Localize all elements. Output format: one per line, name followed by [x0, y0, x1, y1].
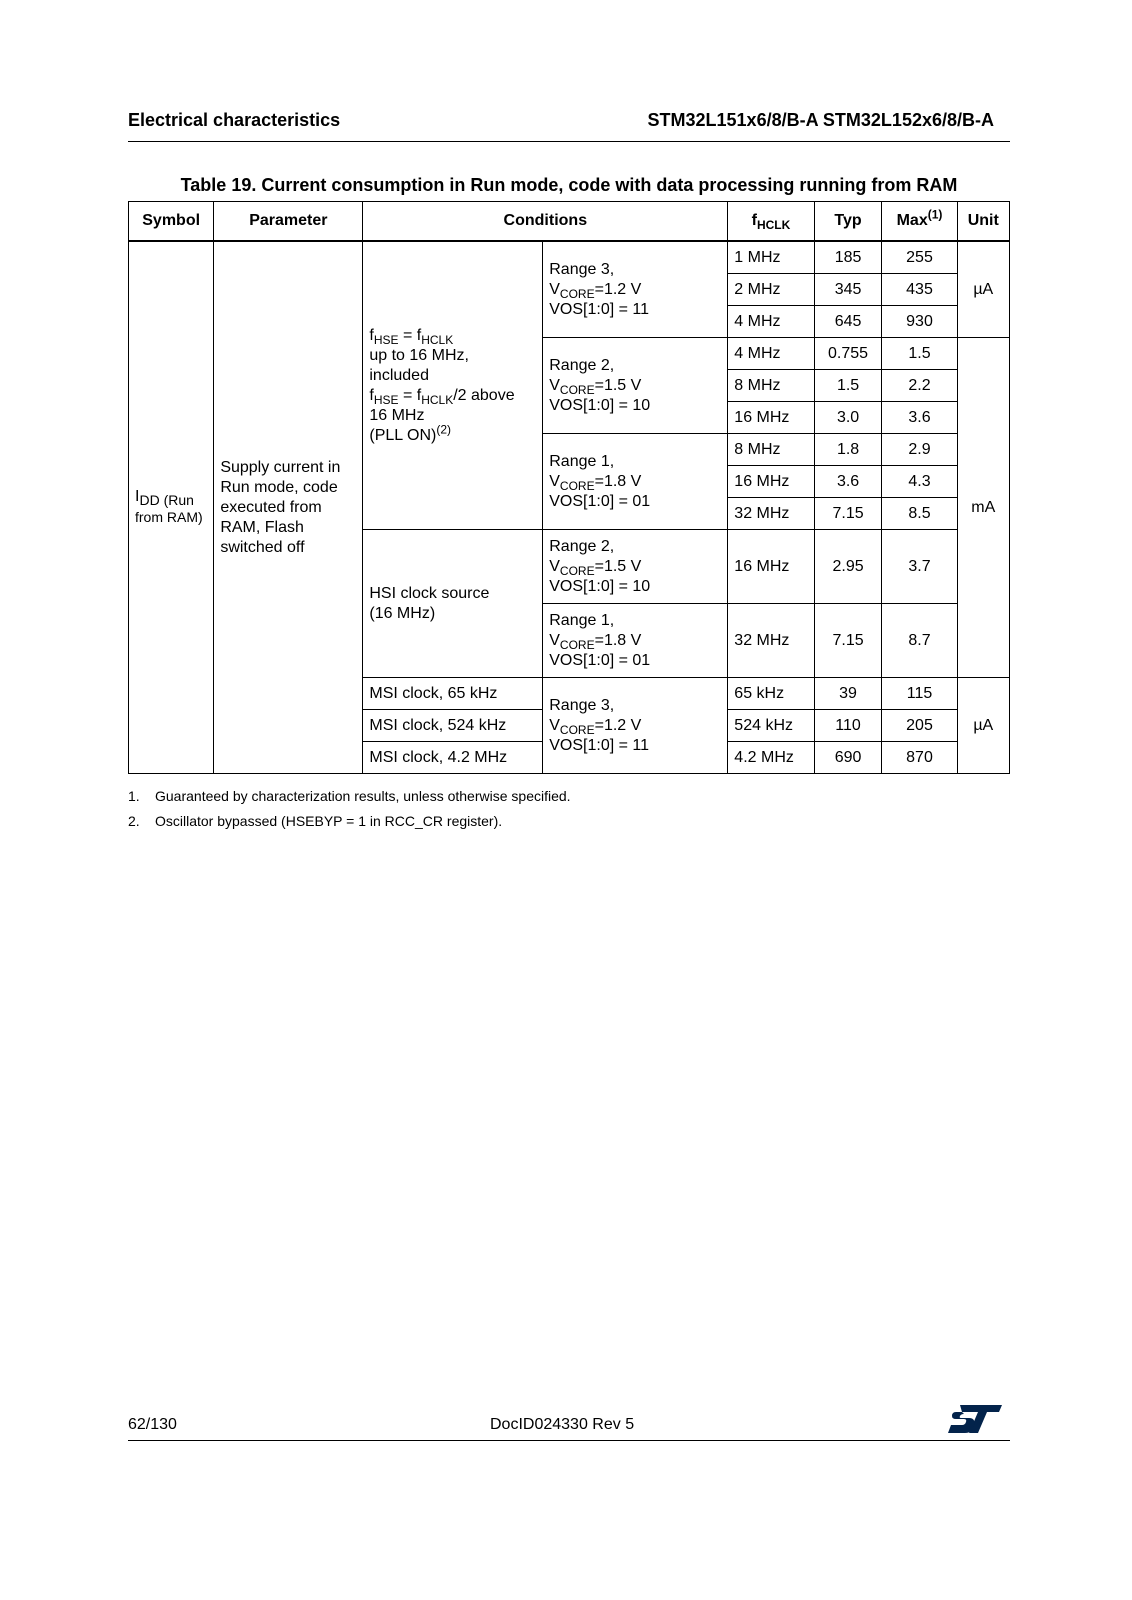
typ-value: 39	[814, 678, 882, 710]
col-unit: Unit	[957, 202, 1009, 242]
msi-524khz-cell: MSI clock, 524 kHz	[363, 710, 543, 742]
range2-cell: Range 2, $V_{CORE}=1.5$ V VOS[1:0] = 10	[543, 338, 728, 434]
table-row: 16 MHz	[728, 466, 814, 498]
range2-hsi-cell: Range 2, $V_{CORE}=1.5$ V VOS[1:0] = 10	[543, 530, 728, 604]
max-value: 930	[882, 306, 957, 338]
footnote-1: 1. Guaranteed by characterization results, unless otherwise specified.	[128, 788, 571, 804]
typ-value: 0.755	[814, 338, 882, 370]
max-value: 255	[882, 241, 957, 274]
unit-ua: µA	[957, 241, 1009, 338]
typ-value: 2.95	[814, 530, 882, 604]
hsi-condition-cell: HSI clock source (16 MHz)	[363, 530, 543, 678]
max-value: 8.5	[882, 498, 957, 530]
max-value: 3.6	[882, 402, 957, 434]
max-value: 205	[882, 710, 957, 742]
parameter-cell: Supply current in Run mode, code executed from RAM, Flash switched off	[214, 241, 363, 774]
footer-rule	[128, 1440, 1010, 1441]
table-row: 4 MHz	[728, 338, 814, 370]
current-consumption-table	[128, 201, 1010, 774]
typ-value: 3.6	[814, 466, 882, 498]
typ-value: 1.5	[814, 370, 882, 402]
max-value: 4.3	[882, 466, 957, 498]
typ-value: 110	[814, 710, 882, 742]
unit-ua: µA	[957, 678, 1009, 774]
msi-4-2mhz-cell: MSI clock, 4.2 MHz	[363, 742, 543, 774]
max-value: 3.7	[882, 530, 957, 604]
typ-value: 3.0	[814, 402, 882, 434]
symbol-cell: $I_{DD (Run}$ from RAM)	[129, 241, 214, 774]
max-value: 115	[882, 678, 957, 710]
header-rule	[128, 141, 1010, 142]
table-row: 32 MHz	[728, 604, 814, 678]
table-row: 2 MHz	[728, 274, 814, 306]
table-caption: Table 19. Current consumption in Run mode, code with data processing running from RAM	[180, 175, 958, 195]
msi-65khz-cell: MSI clock, 65 kHz	[363, 678, 543, 710]
typ-value: 645	[814, 306, 882, 338]
table-row: 1 MHz	[728, 241, 814, 274]
table-row: 4 MHz	[728, 306, 814, 338]
unit-ma: mA	[957, 338, 1009, 678]
max-value: 2.2	[882, 370, 957, 402]
table-row: 32 MHz	[728, 498, 814, 530]
table-row: 4.2 MHz	[728, 742, 814, 774]
table-row: 524 kHz	[728, 710, 814, 742]
max-value: 2.9	[882, 434, 957, 466]
col-conditions: Conditions	[363, 202, 728, 242]
st-logo-icon	[948, 1403, 1004, 1435]
col-fhclk: $f_{HCLK}$	[728, 202, 814, 242]
range3-msi-cell: Range 3, $V_{CORE}=1.2$ V VOS[1:0] = 11	[543, 678, 728, 774]
part-numbers: STM32L151x6/8/B-A STM32L152x6/8/B-A	[647, 110, 994, 130]
table-row: 8 MHz	[728, 434, 814, 466]
typ-value: 7.15	[814, 604, 882, 678]
typ-value: 7.15	[814, 498, 882, 530]
typ-value: 345	[814, 274, 882, 306]
range3-cell: Range 3, $V_{CORE}=1.2$ V VOS[1:0] = 11	[543, 241, 728, 338]
footnote-2: 2. Oscillator bypassed (HSEBYP = 1 in RCC_CR register).	[128, 813, 503, 829]
max-value: 1.5	[882, 338, 957, 370]
footnotes	[128, 788, 571, 838]
table-row: 65 kHz	[728, 678, 814, 710]
hse-condition-cell: $f_{HSE} = f_{HCLK}$ up to 16 MHz, included $f_{HSE} = f_{HCLK}/2$ above 16 MHz (PLL ON)$^{(2)}$	[363, 241, 543, 530]
range1-hsi-cell: Range 1, $V_{CORE}=1.8$ V VOS[1:0] = 01	[543, 604, 728, 678]
table-row: 16 MHz	[728, 402, 814, 434]
table-row: 16 MHz	[728, 530, 814, 604]
typ-value: 1.8	[814, 434, 882, 466]
max-value: 8.7	[882, 604, 957, 678]
col-max: Max$^{(1)}$	[882, 202, 957, 242]
max-value: 870	[882, 742, 957, 774]
typ-value: 185	[814, 241, 882, 274]
col-symbol: Symbol	[129, 202, 214, 242]
table-row: 8 MHz	[728, 370, 814, 402]
typ-value: 690	[814, 742, 882, 774]
page-number: 62/130	[128, 1416, 177, 1433]
range1-cell: Range 1, $V_{CORE}=1.8$ V VOS[1:0] = 01	[543, 434, 728, 530]
doc-id: DocID024330 Rev 5	[490, 1416, 635, 1433]
section-title: Electrical characteristics	[128, 110, 341, 130]
col-typ: Typ	[814, 202, 882, 242]
col-parameter: Parameter	[214, 202, 363, 242]
max-value: 435	[882, 274, 957, 306]
